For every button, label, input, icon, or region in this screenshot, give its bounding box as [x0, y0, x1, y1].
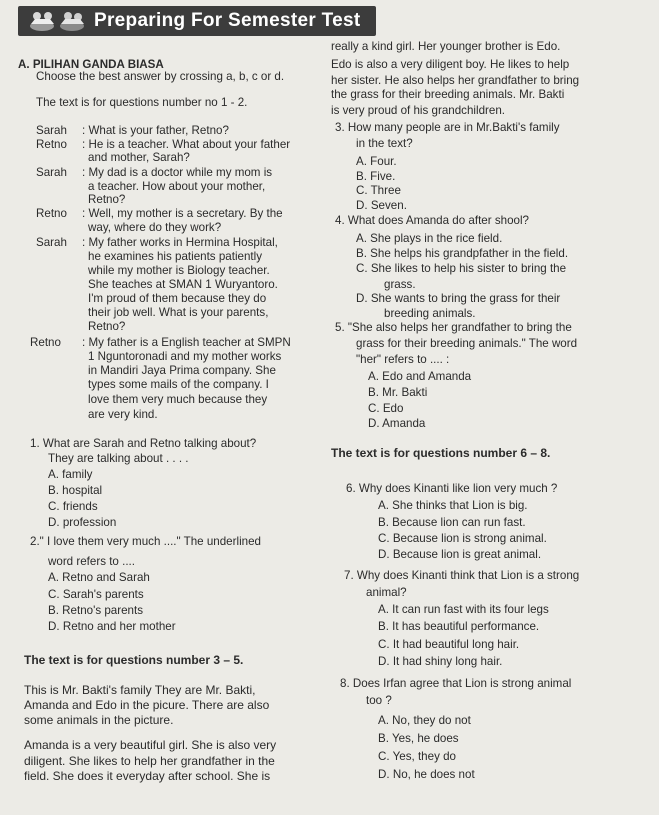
dialogue-line: : What is your father, Retno? — [82, 124, 229, 137]
option-4a[interactable]: A. She plays in the rice field. — [356, 232, 503, 245]
question-stem: 6. Why does Kinanti like lion very much ? — [346, 482, 558, 495]
section-heading: A. PILIHAN GANDA BIASA — [18, 58, 164, 71]
speaker-label: Retno — [36, 207, 67, 220]
option-5b[interactable]: B. Mr. Bakti — [368, 386, 428, 399]
dialogue-line: : My father works in Hermina Hospital, — [82, 236, 278, 249]
option-1d[interactable]: D. profession — [48, 516, 117, 529]
option-3b[interactable]: B. Five. — [356, 170, 396, 183]
question-stem: 4. What does Amanda do after shool? — [335, 214, 529, 227]
paragraph-line: Amanda is a very beautiful girl. She is also very — [24, 738, 277, 752]
dialogue-line: I'm proud of them because they do — [88, 292, 267, 305]
speaker-label: Sarah — [36, 124, 67, 137]
question-stem: 8. Does Irfan agree that Lion is strong animal — [340, 677, 572, 690]
dialogue-line: he examines his patients patiently — [88, 250, 263, 263]
paragraph-line: her sister. He also helps her grandfather to bring — [331, 74, 580, 87]
dialogue-line: in Mandiri Jaya Prima company. She — [88, 364, 276, 377]
option-8c[interactable]: C. Yes, they do — [378, 750, 456, 763]
question-stem: too ? — [366, 694, 392, 707]
dialogue-line: and mother, Sarah? — [88, 151, 190, 164]
question-stem: 2." I love them very much ...." The underlined — [30, 535, 261, 548]
question-stem: word refers to .... — [48, 555, 135, 568]
dialogue-line: their job well. What is your parents, — [88, 306, 269, 319]
option-5d[interactable]: D. Amanda — [368, 417, 426, 430]
speaker-label: Sarah — [36, 236, 67, 249]
option-8a[interactable]: A. No, they do not — [378, 714, 471, 727]
page-title: Preparing For Semester Test — [94, 10, 361, 31]
dialogue-line: love them very much because they — [88, 393, 268, 406]
option-2b[interactable]: B. Retno's parents — [48, 604, 144, 617]
option-3d[interactable]: D. Seven. — [356, 199, 407, 212]
option-8d[interactable]: D. No, he does not — [378, 768, 475, 781]
paragraph-line: Amanda and Edo in the picure. There are also — [24, 698, 270, 712]
question-stem: 5. "She also helps her grandfather to bring the — [335, 321, 572, 334]
dialogue-line: : Well, my mother is a secretary. By the — [82, 207, 283, 220]
dialogue-line: a teacher. How about your mother, — [88, 180, 266, 193]
speaker-label: Retno — [36, 138, 67, 151]
speaker-label: Retno — [30, 336, 61, 349]
option-4c-cont: grass. — [384, 278, 416, 291]
question-stem: grass for their breeding animals." The word — [356, 337, 578, 350]
question-stem: 3. How many people are in Mr.Bakti's family — [335, 121, 560, 134]
paragraph-line: is very proud of his grandchildren. — [331, 104, 505, 117]
dialogue-line: : My dad is a doctor while my mom is — [82, 166, 273, 179]
option-2d[interactable]: D. Retno and her mother — [48, 620, 176, 633]
text-heading-3-5: The text is for questions number 3 – 5. — [24, 653, 244, 667]
option-2c[interactable]: C. Sarah's parents — [48, 588, 144, 601]
option-5a[interactable]: A. Edo and Amanda — [368, 370, 472, 383]
dialogue-line: while my mother is Biology teacher. — [88, 264, 270, 277]
dialogue-line: 1 Nguntoronadi and my mother works — [88, 350, 282, 363]
instruction-text: Choose the best answer by crossing a, b, c or d. — [36, 70, 285, 83]
question-stem: They are talking about . . . . — [48, 452, 189, 465]
reading-people-icon — [28, 10, 86, 37]
paragraph-line: field. She does it everyday after school. She is — [24, 769, 271, 783]
question-stem: in the text? — [356, 137, 413, 150]
option-4d[interactable]: D. She wants to bring the grass for their — [356, 292, 561, 305]
paragraph-line: Edo is also a very diligent boy. He likes to help — [331, 58, 570, 71]
option-6d[interactable]: D. Because lion is great animal. — [378, 548, 542, 561]
option-5c[interactable]: C. Edo — [368, 402, 404, 415]
dialogue-line: Retno? — [88, 193, 126, 206]
option-1c[interactable]: C. friends — [48, 500, 98, 513]
title-banner — [18, 6, 376, 36]
dialogue-line: : He is a teacher. What about your father — [82, 138, 291, 151]
dialogue-line: She teaches at SMAN 1 Wuryantoro. — [88, 278, 278, 291]
option-6b[interactable]: B. Because lion can run fast. — [378, 516, 526, 529]
option-1b[interactable]: B. hospital — [48, 484, 103, 497]
option-7d[interactable]: D. It had shiny long hair. — [378, 655, 503, 668]
paragraph-line: This is Mr. Bakti's family They are Mr. Bakti, — [24, 683, 256, 697]
option-7b[interactable]: B. It has beautiful performance. — [378, 620, 540, 633]
option-6a[interactable]: A. She thinks that Lion is big. — [378, 499, 528, 512]
question-stem: 1. What are Sarah and Retno talking about? — [30, 437, 257, 450]
option-7a[interactable]: A. It can run fast with its four legs — [378, 603, 549, 616]
dialogue-line: Retno? — [88, 320, 126, 333]
option-4c[interactable]: C. She likes to help his sister to bring the — [356, 262, 567, 275]
question-stem: "her" refers to .... : — [356, 353, 450, 366]
dialogue-line: : My father is a English teacher at SMPN — [82, 336, 291, 349]
speaker-label: Sarah — [36, 166, 67, 179]
option-4b[interactable]: B. She helps his grandpfather in the field. — [356, 247, 569, 260]
option-8b[interactable]: B. Yes, he does — [378, 732, 459, 745]
question-stem: 7. Why does Kinanti think that Lion is a strong — [344, 569, 580, 582]
paragraph-line: some animals in the picture. — [24, 713, 174, 727]
option-6c[interactable]: C. Because lion is strong animal. — [378, 532, 547, 545]
text-heading-6-8: The text is for questions number 6 – 8. — [331, 446, 551, 460]
option-3a[interactable]: A. Four. — [356, 155, 397, 168]
paragraph-line: diligent. She likes to help her grandfather in the — [24, 754, 275, 768]
dialogue-line: way, where do they work? — [88, 221, 222, 234]
option-4d-cont: breeding animals. — [384, 307, 476, 320]
option-2a[interactable]: A. Retno and Sarah — [48, 571, 150, 584]
question-stem: animal? — [366, 586, 407, 599]
option-3c[interactable]: C. Three — [356, 184, 401, 197]
text-intro: The text is for questions number no 1 - 2. — [36, 96, 248, 109]
dialogue-line: types some mails of the company. I — [88, 378, 269, 391]
paragraph-line: the grass for their breeding animals. Mr. Bakti — [331, 88, 565, 101]
paragraph-line: really a kind girl. Her younger brother is Edo. — [331, 40, 561, 53]
option-1a[interactable]: A. family — [48, 468, 93, 481]
option-7c[interactable]: C. It had beautiful long hair. — [378, 638, 520, 651]
dialogue-line: are very kind. — [88, 408, 158, 421]
